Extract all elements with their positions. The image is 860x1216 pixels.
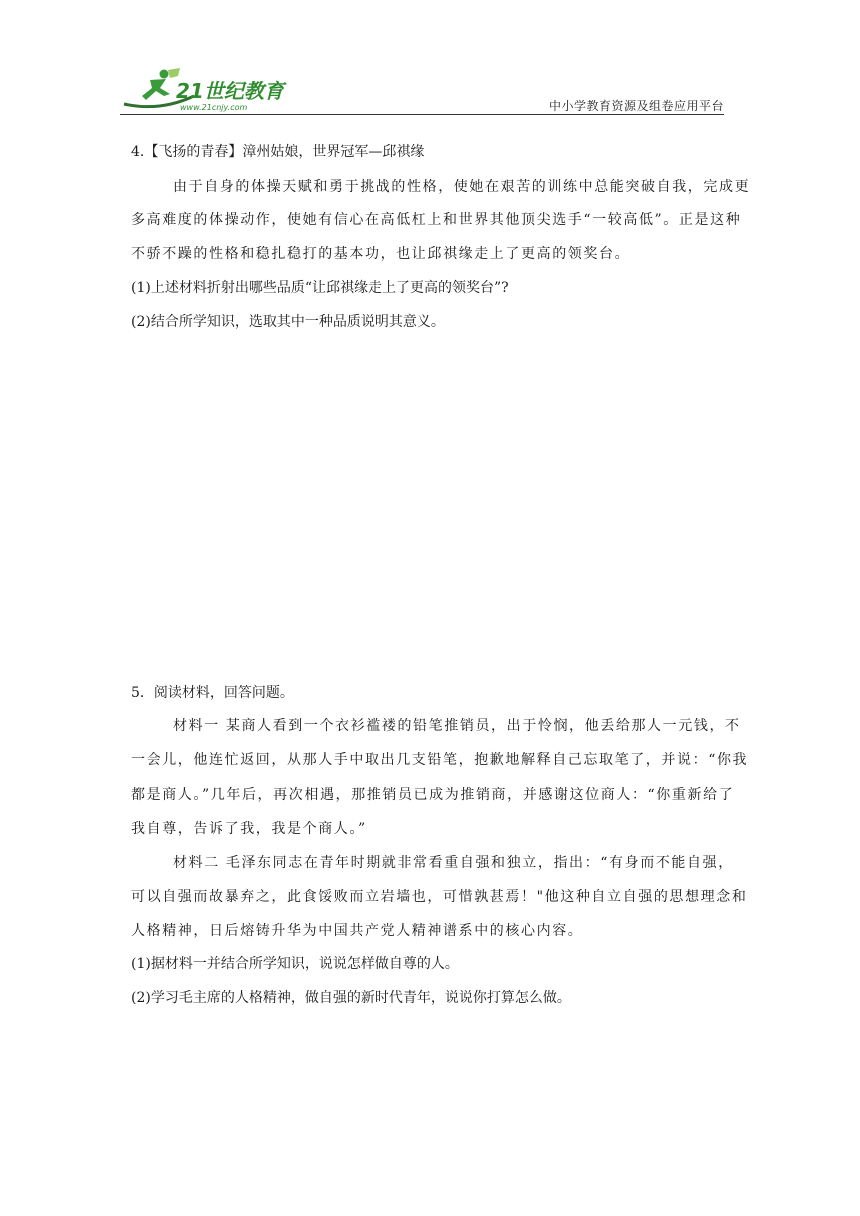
q4-title: 4.【飞扬的青春】漳州姑娘，世界冠军—邱祺缘 [131, 144, 425, 160]
svg-text:21世纪教育: 21世纪教育 [176, 79, 284, 103]
header-divider [120, 114, 724, 115]
platform-name: 中小学教育资源及组卷应用平台 [548, 99, 724, 113]
q5-material1-line-1: 材料一 某商人看到一个衣衫褴褛的铅笔推销员，出于怜悯，他丢给那人一元钱，不 [173, 718, 741, 734]
q5-material2-line-3: 人格精神，日后熔铸升华为中国共产党人精神谱系中的核心内容。 [131, 923, 584, 939]
q5-material1-line-2: 一会儿，他连忙返回，从那人手中取出几支铅笔，抱歉地解释自己忘取笔了，并说：“你我 [131, 752, 749, 768]
q5-material1-line-4: 我自尊，告诉了我，我是个商人。” [131, 821, 367, 837]
runner-logo-icon [120, 66, 300, 116]
q4-paragraph-line-3: 不骄不躁的性格和稳扎稳打的基本功，也让邱祺缘走上了更高的领奖台。 [131, 246, 631, 262]
q4-paragraph-line-2: 多高难度的体操动作，使她有信心在高低杠上和世界其他顶尖选手“一较高低”。正是这种 [131, 212, 742, 228]
q5-material2-line-2: 可以自强而故暴弃之，此食馁败而立岩墙也，可惜孰甚焉！"他这种自立自强的思想理念和 [131, 889, 748, 905]
site-logo [120, 66, 300, 116]
q5-title: 5．阅读材料，回答问题。 [131, 685, 294, 701]
q5-material1-line-3: 都是商人。”几年后，再次相遇，那推销员已成为推销商，并感谢这位商人：“你重新给了 [131, 787, 735, 803]
q4-subquestion-2: (2)结合所学知识，选取其中一种品质说明其意义。 [131, 314, 445, 330]
q4-subquestion-1: (1)上述材料折射出哪些品质“让邱祺缘走上了更高的领奖台”? [131, 280, 509, 296]
q5-subquestion-1: (1)据材料一并结合所学知识，说说怎样做自尊的人。 [131, 956, 459, 972]
q5-material2-line-1: 材料二 毛泽东同志在青年时期就非常看重自强和独立，指出：“有身而不能自强， [173, 855, 734, 871]
page-header [120, 66, 724, 116]
q4-paragraph-line-1: 由于自身的体操天赋和勇于挑战的性格，使她在艰苦的训练中总能突破自我，完成更 [173, 179, 751, 195]
q5-subquestion-2: (2)学习毛主席的人格精神，做自强的新时代青年，说说你打算怎么做。 [131, 990, 571, 1006]
svg-text:www.21cnjy.com: www.21cnjy.com [180, 103, 248, 112]
